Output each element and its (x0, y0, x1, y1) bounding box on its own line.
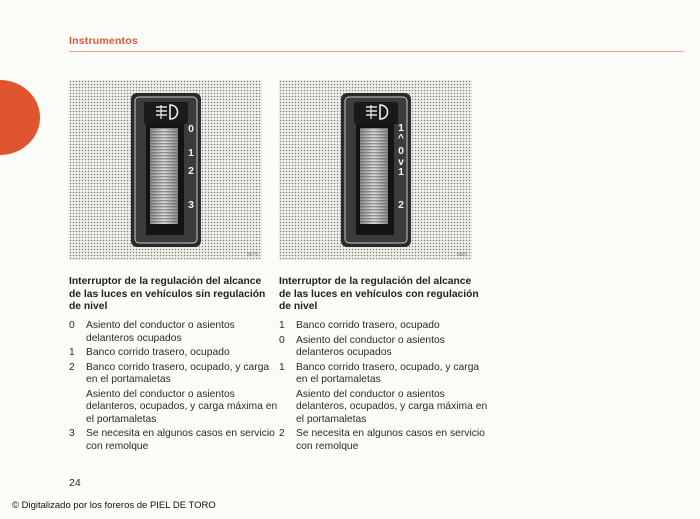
headlight-range-icon (362, 102, 394, 122)
item-number: 2 (69, 361, 75, 373)
scale-label: 1 (398, 166, 404, 178)
switch-illustration-with-level-control (279, 80, 472, 260)
item-number (279, 389, 296, 427)
scan-credit: © Digitalizado por los foreros de PIEL DE TORO (12, 500, 216, 511)
scale-label: 2 (398, 199, 404, 211)
item-number: 0 (69, 320, 75, 331)
scale-label: v (398, 156, 404, 168)
list-item (279, 428, 489, 453)
position-list-with-level-control (279, 320, 489, 455)
item-text: Banco corrido trasero, ocupado, y carga en el portamaletas (296, 361, 480, 385)
position-list-without-level-control (69, 320, 279, 455)
list-item (69, 428, 279, 453)
item-text: Asiento del conductor o asientos delanteros ocupados (296, 334, 445, 358)
list-item (279, 335, 489, 360)
list-item (69, 389, 279, 427)
list-item (279, 389, 489, 427)
list-item (69, 347, 279, 360)
switch-illustration-without-level-control (69, 80, 262, 260)
scale-label: 3 (188, 199, 194, 211)
scale-label: 1 (188, 147, 194, 159)
item-number: 1 (69, 347, 75, 358)
scale-label: 0 (188, 123, 194, 135)
chapter-tab-marker (0, 80, 40, 155)
scale-label: 0 (398, 145, 404, 157)
item-text: Banco corrido trasero, ocupado (86, 347, 230, 358)
header-divider (69, 51, 684, 52)
scale-label: 1 (398, 122, 404, 134)
caption-without-level-control: Interruptor de la regulación del alcance de las luces en vehículos sin regulación de nivel (69, 276, 266, 312)
list-item (279, 320, 489, 333)
list-item (69, 320, 279, 345)
section-title: Instrumentos (69, 35, 138, 47)
item-text: Asiento del conductor o asientos delanteros, ocupados, y carga máxima en el portamaletas (296, 388, 488, 425)
scale-label: 2 (188, 165, 194, 177)
item-number: 1 (279, 320, 285, 331)
item-text: Se necesita en algunos casos en servicio con remolque (86, 428, 275, 452)
caption-with-level-control: Interruptor de la regulación del alcance de las luces en vehículos con regulación de nivel (279, 276, 479, 312)
item-number: 3 (69, 428, 75, 439)
item-text: Banco corrido trasero, ocupado (296, 320, 440, 331)
item-text: Asiento del conductor o asientos delanteros, ocupados, y carga máxima en el portamaletas (86, 388, 278, 425)
headlight-range-icon (152, 102, 184, 122)
list-item (69, 362, 279, 387)
illustration-code: 9681 (456, 252, 468, 258)
list-item (279, 362, 489, 387)
item-number (69, 389, 86, 427)
item-text: Se necesita en algunos casos en servicio con remolque (296, 428, 485, 452)
item-number: 0 (279, 334, 285, 346)
page-number: 24 (69, 477, 81, 489)
illustration-code: 9675 (246, 252, 258, 258)
scale-label: ^ (397, 132, 405, 144)
item-number: 2 (279, 428, 285, 439)
item-number: 1 (279, 361, 285, 373)
item-text: Banco corrido trasero, ocupado, y carga en el portamaletas (86, 361, 270, 385)
item-text: Asiento del conductor o asientos delanteros ocupados (86, 320, 235, 344)
